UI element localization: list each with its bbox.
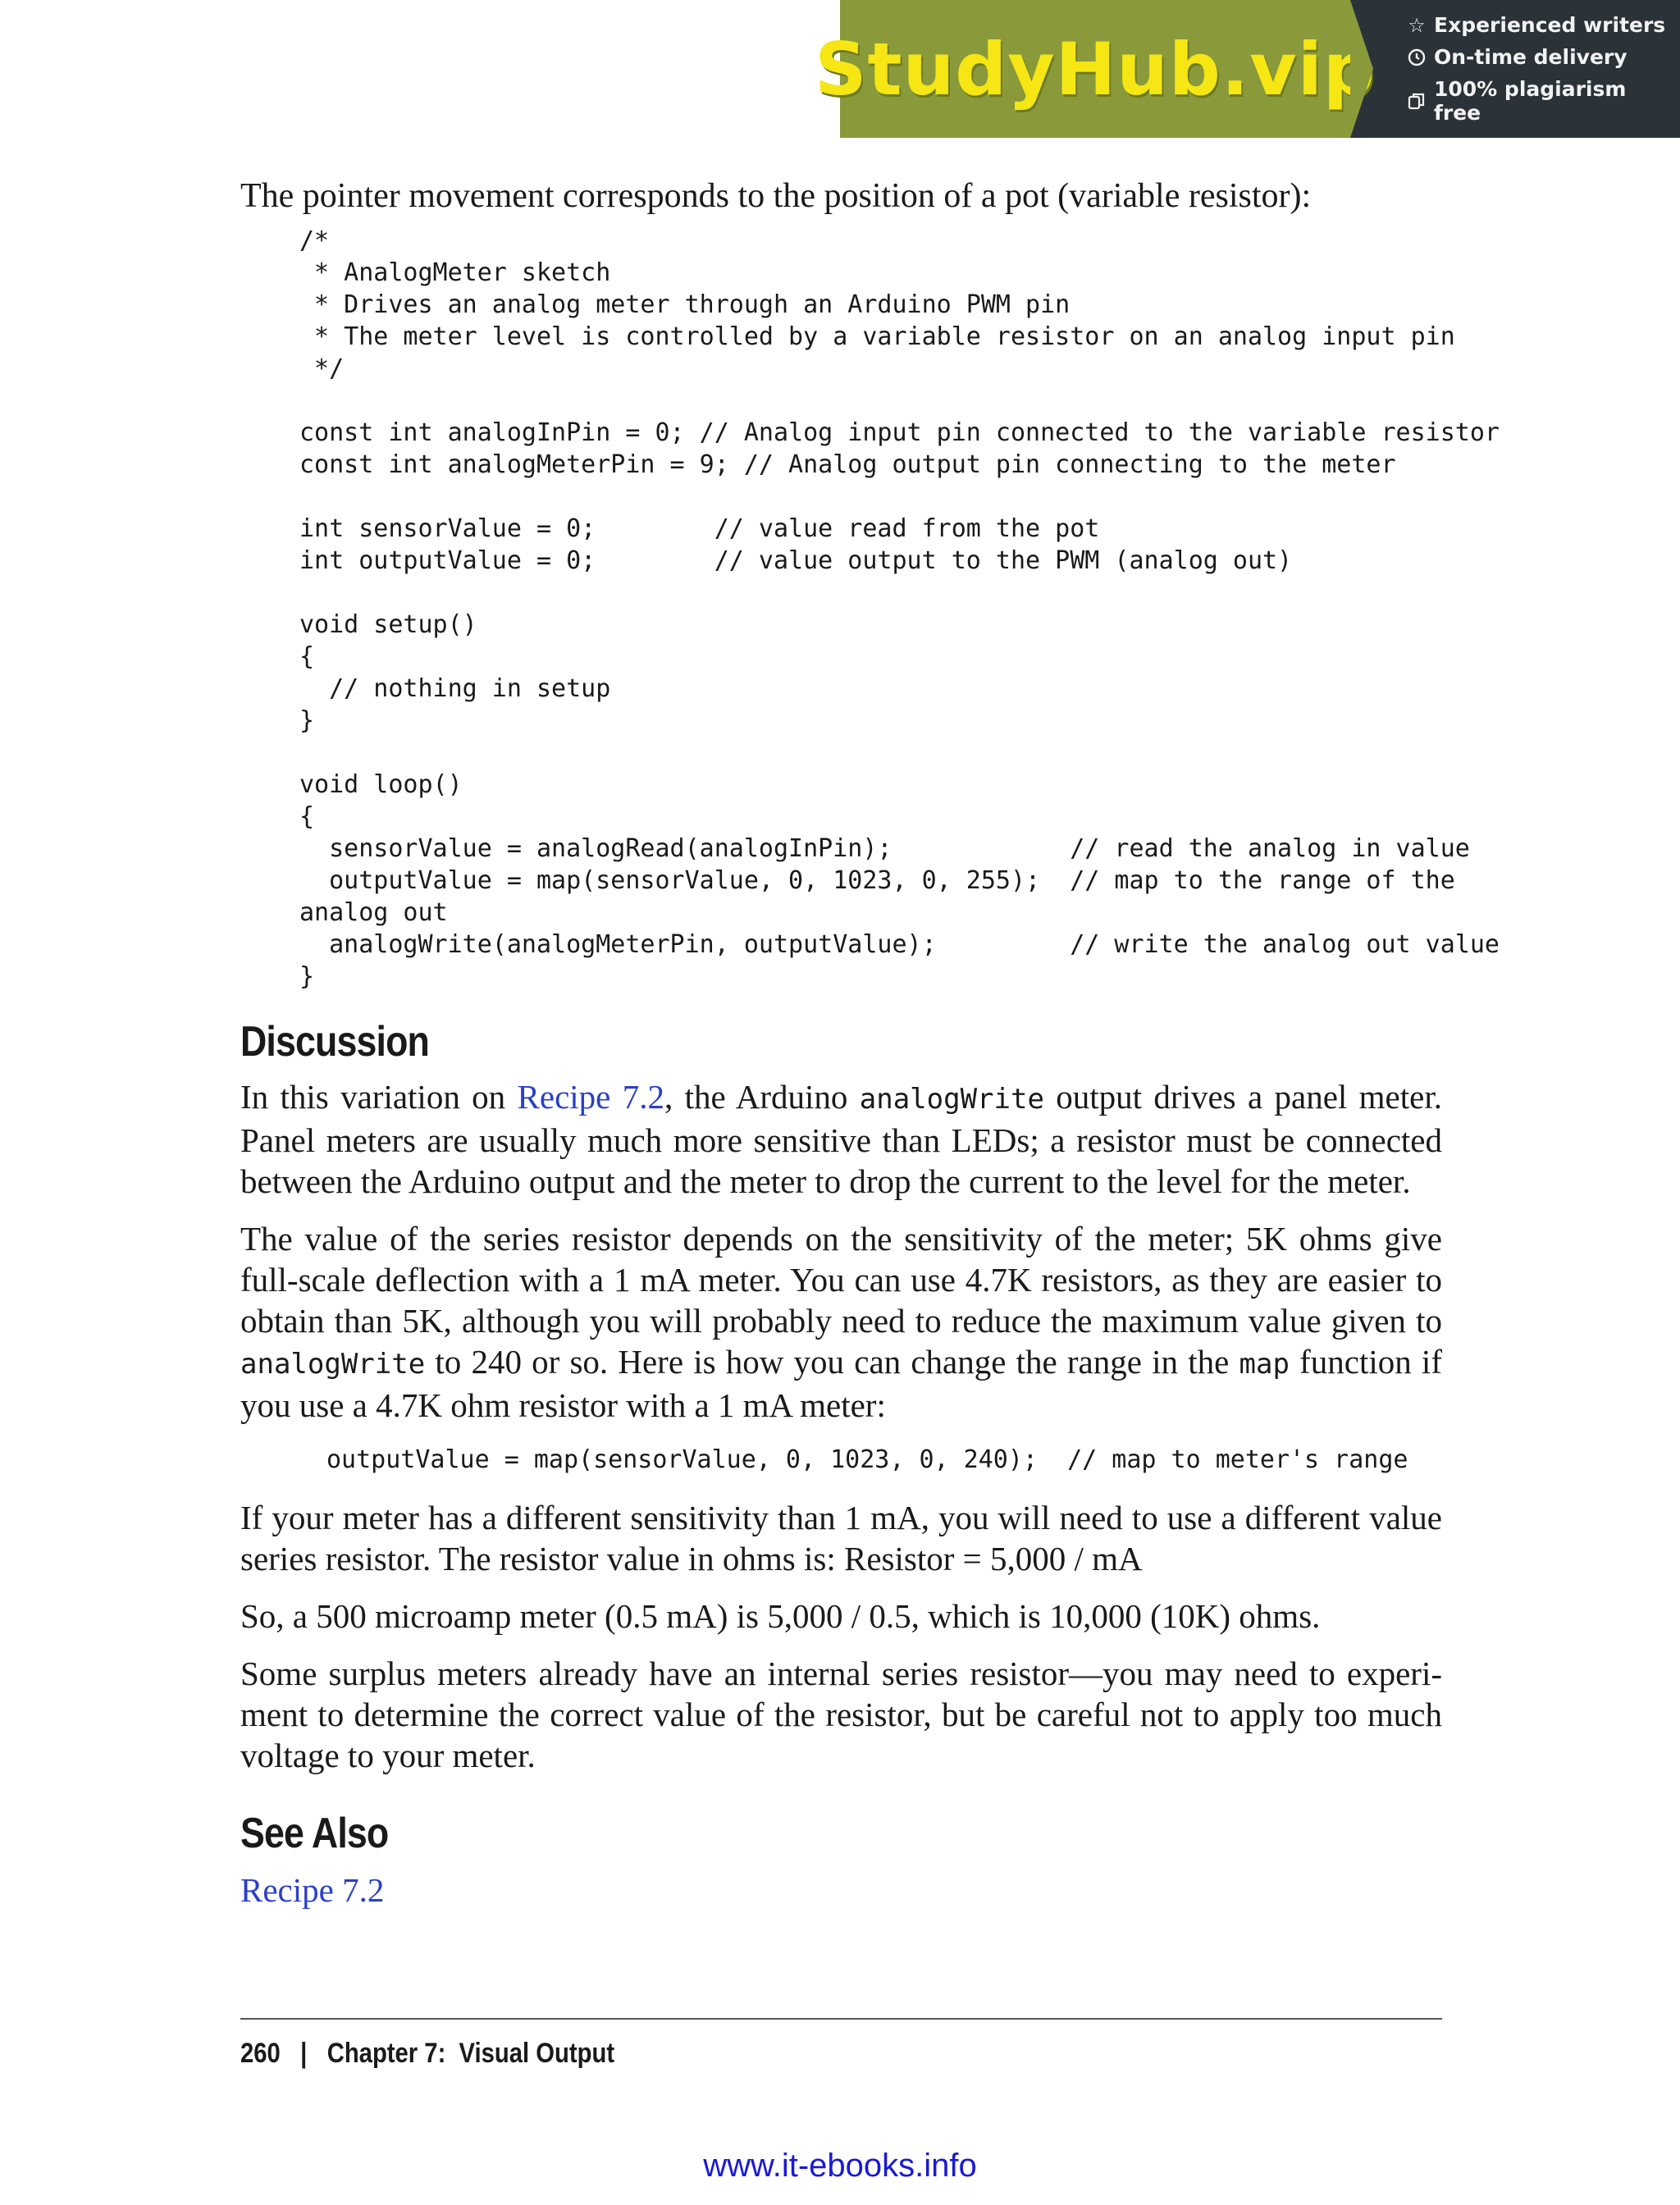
feature-label: On-time delivery bbox=[1434, 45, 1628, 69]
brand-logo[interactable] bbox=[815, 0, 1376, 138]
discussion-paragraph-4: So, a 500 microamp meter (0.5 mA) is 5,000 / 0.5, which is 10,000 (10K) ohms. bbox=[240, 1597, 1321, 1635]
feature-label: Experienced writers bbox=[1434, 13, 1666, 37]
copy-icon bbox=[1406, 92, 1427, 110]
text-run: In this variation on bbox=[240, 1078, 518, 1116]
page-content bbox=[240, 174, 1500, 1911]
text-run: The value of the series resistor depends on the sensitivity of the meter; 5K ohms give full-scale deflection with a 1 mA meter. You can use 4.7K resistors, as they are easier to obtain than 5K, although you will probably need to reduce the maximum value given to bbox=[240, 1220, 1442, 1340]
intro-paragraph: The pointer movement corresponds to the position of a pot (variable resistor): bbox=[240, 177, 1312, 215]
ad-banner[interactable] bbox=[815, 0, 1680, 138]
clock-icon bbox=[1406, 48, 1427, 66]
brand-name: StudyHub.vip bbox=[815, 26, 1376, 112]
inline-code: analogWrite bbox=[859, 1083, 1044, 1116]
discussion-paragraph-2 bbox=[240, 1218, 1442, 1426]
code-snippet: outputValue = map(sensorValue, 0, 1023, 0, 240); // map to meter's range bbox=[326, 1445, 1408, 1474]
inline-code: map bbox=[1239, 1348, 1290, 1381]
feature-item bbox=[1406, 77, 1680, 125]
text-run: output drives a panel meter. Panel meters are usually much more sensitive than LEDs; a resistor must be connected between the Arduino output and the meter to drop the current to the level for the meter. bbox=[240, 1078, 1442, 1200]
text-run: function if you use a 4.7K ohm resistor with a 1 mA meter: bbox=[240, 1343, 1442, 1424]
feature-item bbox=[1406, 45, 1680, 69]
recipe-link[interactable]: Recipe 7.2 bbox=[240, 1871, 385, 1909]
feature-label: 100% plagiarism free bbox=[1433, 77, 1627, 125]
footer-text: 260 | Chapter 7: Visual Output bbox=[240, 2038, 615, 2069]
recipe-link[interactable]: Recipe 7.2 bbox=[517, 1078, 664, 1116]
star-icon: ☆ bbox=[1408, 13, 1426, 37]
feature-list bbox=[1350, 0, 1680, 138]
inline-code: analogWrite bbox=[240, 1348, 426, 1381]
feature-item bbox=[1406, 13, 1680, 37]
text-run: , the Arduino bbox=[664, 1078, 860, 1116]
watermark-link[interactable]: www.it-ebooks.info bbox=[703, 2148, 977, 2184]
page-footer bbox=[240, 2018, 1442, 2070]
discussion-heading: Discussion bbox=[240, 1018, 429, 1066]
text-run: to 240 or so. Here is how you can change the range in the bbox=[425, 1343, 1239, 1381]
discussion-paragraph-3: If your meter has a different sensitivity than 1 mA, you will need to use a different value series resistor. The resistor value in ohms is: Resistor = 5,000 / mA bbox=[240, 1499, 1442, 1577]
discussion-paragraph-5: Some surplus meters already have an internal series resistor—you may need to experi- ment to determine the correct value of the resistor, but be careful not to apply too much voltage to your meter. bbox=[240, 1655, 1442, 1774]
see-also-heading: See Also bbox=[240, 1810, 389, 1857]
see-also-paragraph bbox=[240, 1869, 1442, 1911]
discussion-paragraph-1 bbox=[240, 1076, 1442, 1202]
code-listing: /* * AnalogMeter sketch * Drives an analog meter through an Arduino PWM pin * The meter level is controlled by a variable resistor on an analog input pin */ const int analogInPin = 0; // Analog input pin connected to the variable resistor const int analogMeterPin = 9; // Analog output pin connecting to the meter int sensorValue = 0; // value read from the pot int outputValue = 0; // value output to the PWM (analog out) void setup() { // nothing in setup } void loop() { sensorValue = analogRead(analogInPin); // read the analog in value outputValue = map(sensorValue, 0, 1023, 0, 255); // map to the range of the analog out analogWrite(analogMeterPin, outputValue); // write the analog out value } bbox=[299, 226, 1500, 991]
